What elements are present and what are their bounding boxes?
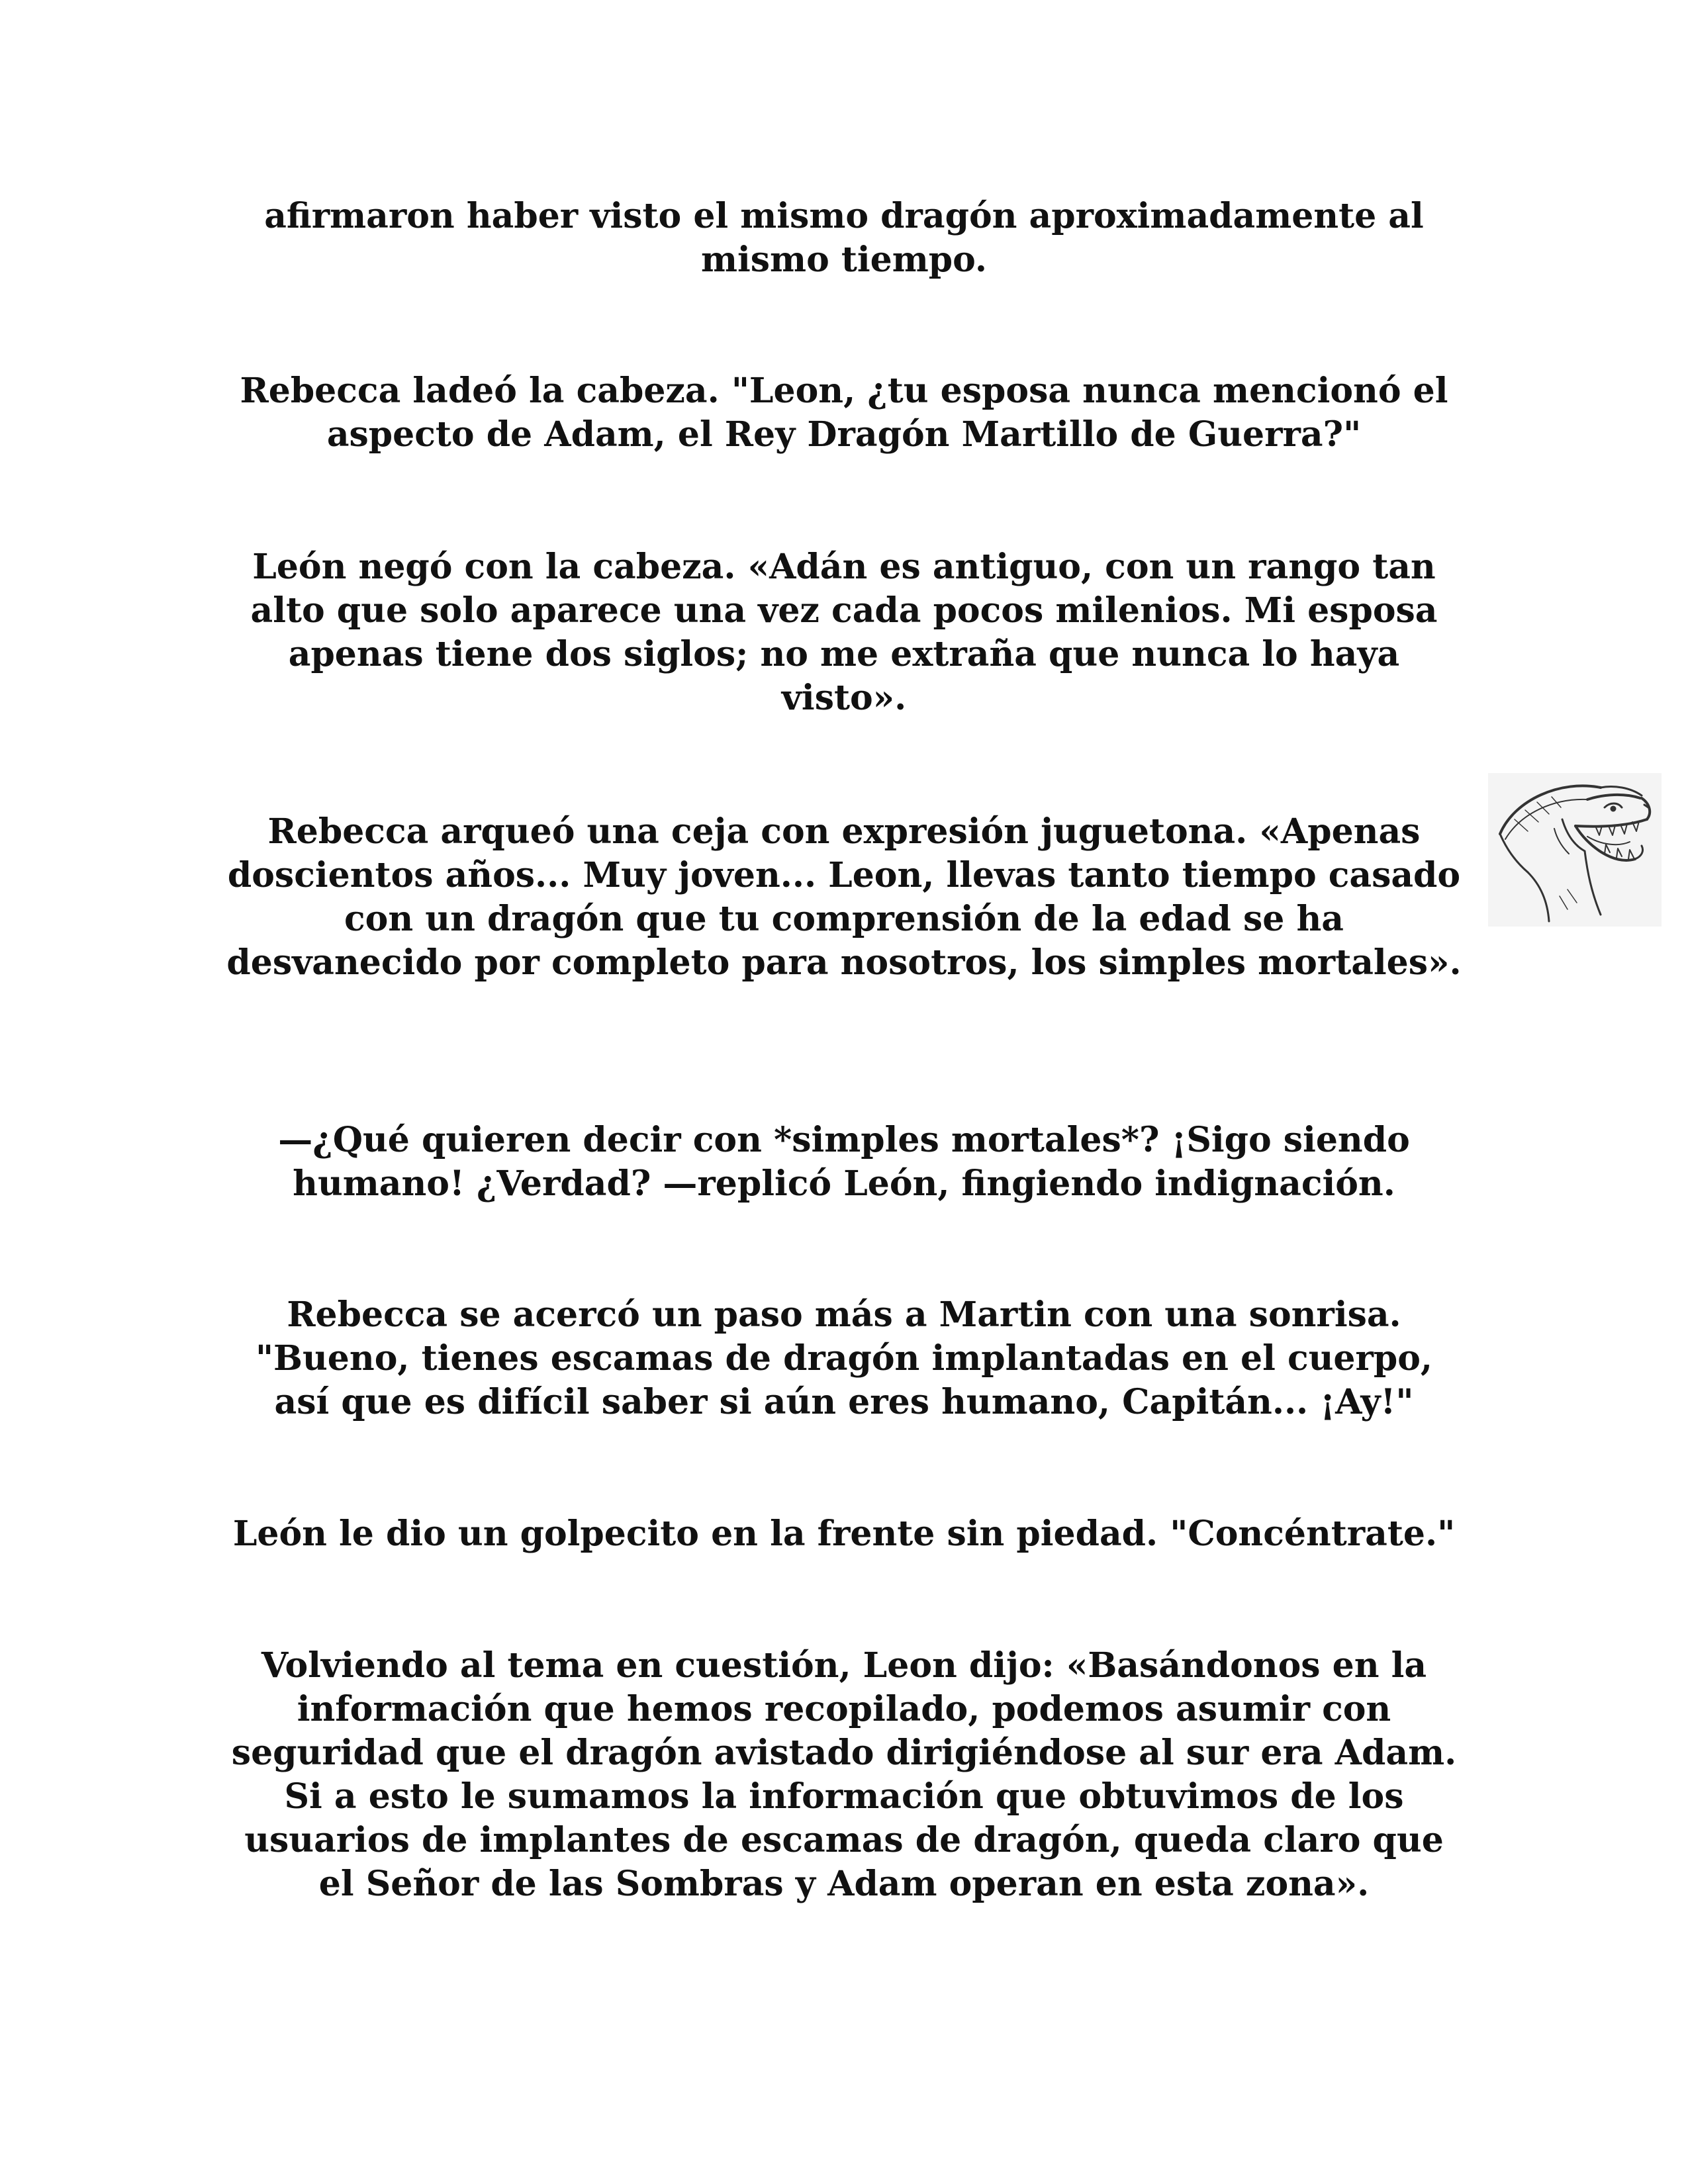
paragraph-3: León negó con la cabeza. «Adán es antiguo, con un rango tan alto que solo aparece una vez cada pocos milenios. Mi esposa apenas tiene dos siglos; no me extraña que nunca lo haya visto». <box>250 547 1438 718</box>
paragraph-5: —¿Qué quieren decir con *simples mortales*? ¡Sigo siendo humano! ¿Verdad? —replicó León, fingiendo indignación. <box>278 1120 1410 1204</box>
paragraph-1: afirmaron haber visto el mismo dragón aproximadamente al mismo tiempo. <box>264 196 1424 280</box>
paragraph-4: Rebecca arqueó una ceja con expresión juguetona. «Apenas doscientos años... Muy joven... Leon, llevas tanto tiempo casado con un dragón que tu comprensión de la edad se ha desvanecido por completo para nosotros, los simples mortales». <box>226 811 1462 983</box>
paragraph-2: Rebecca ladeó la cabeza. "Leon, ¿tu esposa nunca mencionó el aspecto de Adam, el Rey Dragón Martillo de Guerra?" <box>240 371 1448 455</box>
paragraph-7: León le dio un golpecito en la frente sin piedad. "Concéntrate." <box>232 1514 1456 1554</box>
dragon-head-sketch-icon <box>1488 773 1662 927</box>
paragraph-6: Rebecca se acercó un paso más a Martin con una sonrisa. "Bueno, tienes escamas de dragón implantadas en el cuerpo, así que es difícil saber si aún eres humano, Capitán... ¡Ay!" <box>255 1295 1433 1422</box>
paragraph-8: Volviendo al tema en cuestión, Leon dijo: «Basándonos en la información que hemos recopilado, podemos asumir con seguridad que el dragón avistado dirigiéndose al sur era Adam. Si a esto le sumamos la información que obtuvimos de los usuarios de implantes de escamas de dragón, queda claro que el Señor de las Sombras y Adam operan en esta zona». <box>231 1645 1457 1904</box>
